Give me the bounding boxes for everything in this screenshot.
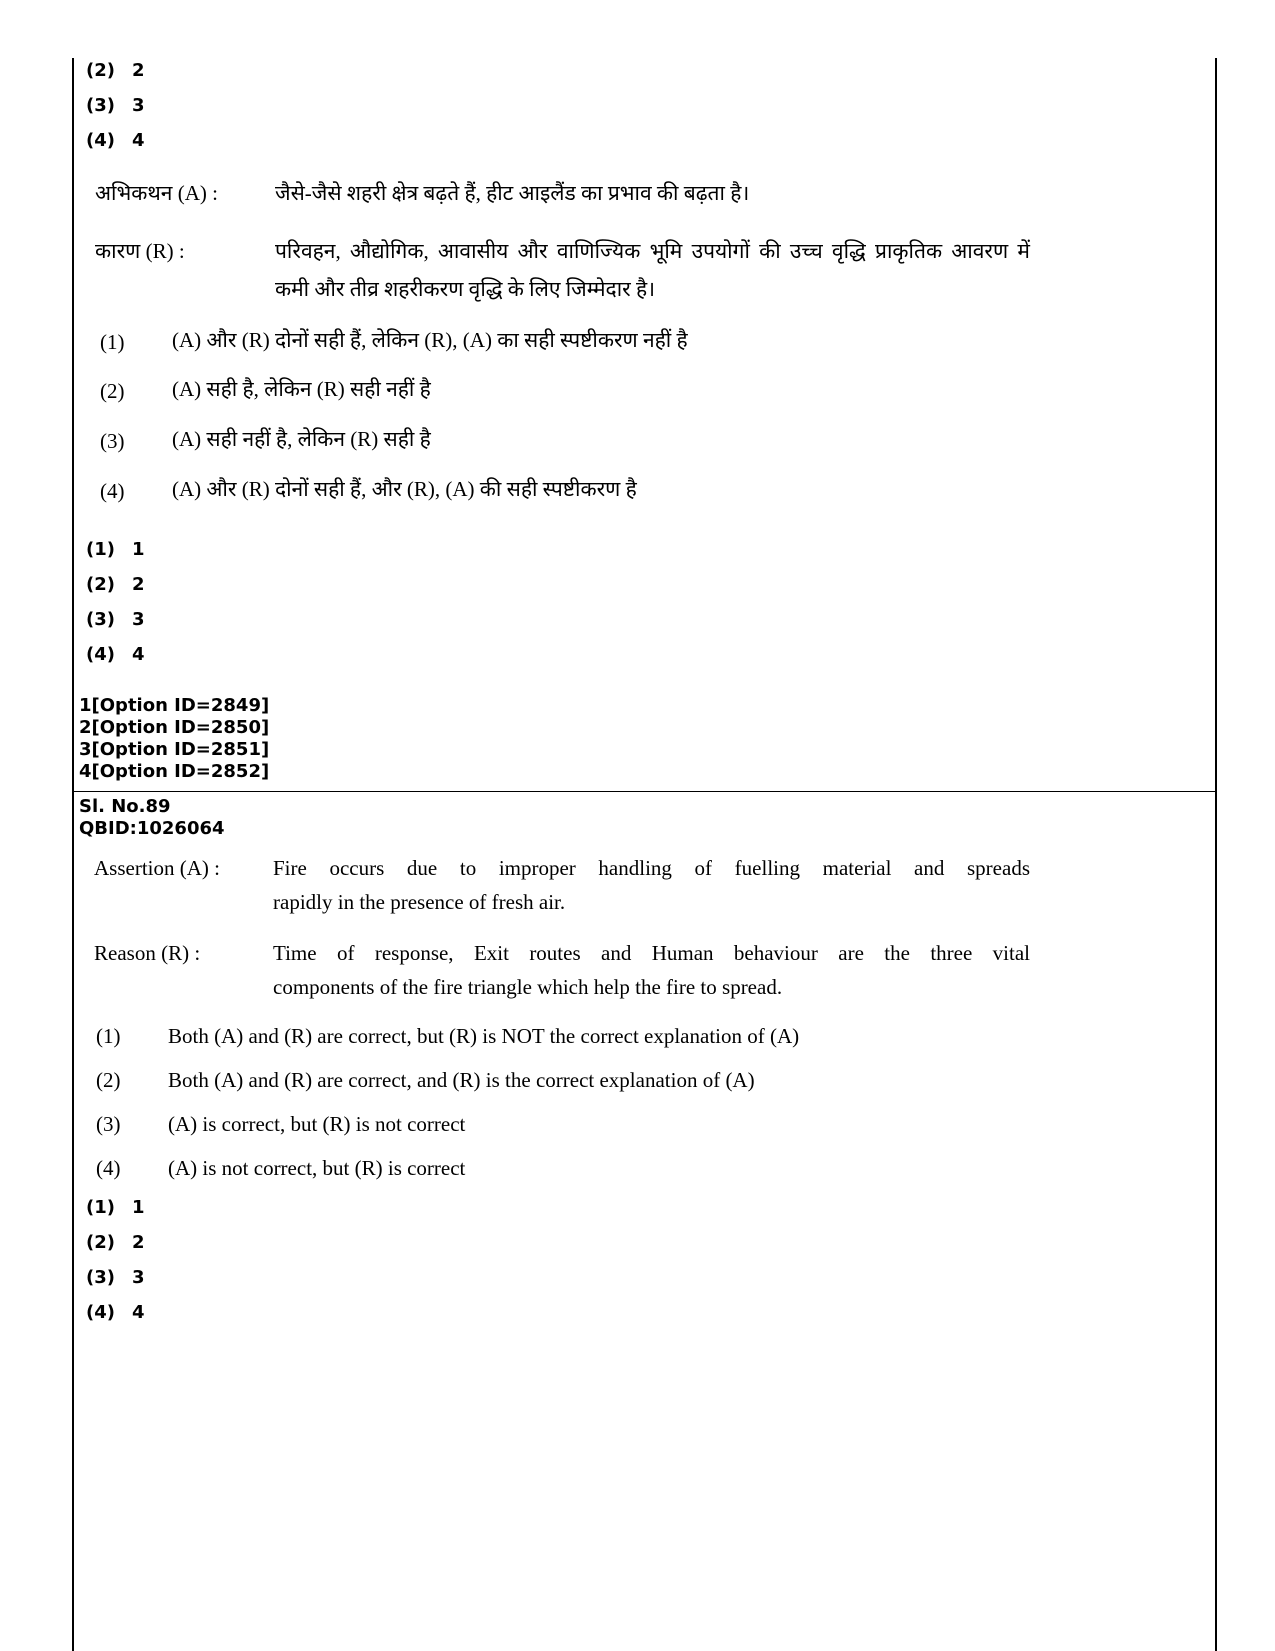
page-frame-right [1215,58,1217,1651]
mid-answer-2 [86,574,145,596]
option-number: (4) [100,479,125,503]
option-text: Both (A) and (R) are correct, and (R) is the correct explanation of (A) [168,1068,755,1092]
answer-value: 4 [132,1302,145,1323]
answer-value: 3 [132,609,145,630]
answer-number: (4) [86,644,115,665]
reason-line1: Time of response, Exit routes and Human behaviour are the three vital [273,941,1030,965]
option-id-1: 1[Option ID=2849] [79,695,270,716]
option-text: (A) सही है, लेकिन (R) सही नहीं है [172,377,431,401]
assertion-line2: rapidly in the presence of fresh air. [273,890,566,914]
mid-answer-4 [86,644,145,666]
option-number: (1) [100,330,125,354]
option-text: Both (A) and (R) are correct, but (R) is NOT the correct explanation of (A) [168,1024,800,1048]
answer-number: (1) [86,1197,115,1218]
answer-number: (3) [86,609,115,630]
page-frame-left [72,58,74,1651]
answer-value: 2 [132,574,145,595]
answer-number: (2) [86,1232,115,1253]
answer-value: 2 [132,60,145,81]
hindi-assertion-text: जैसे-जैसे शहरी क्षेत्र बढ़ते हैं, हीट आइलैंड का प्रभाव की बढ़ता है। [275,181,750,205]
answer-number: (3) [86,95,115,116]
hindi-reason-line2: कमी और तीव्र शहरीकरण वृद्धि के लिए जिम्मेदार है। [275,277,656,301]
option-text: (A) is not correct, but (R) is correct [168,1156,466,1180]
mid-answer-3 [86,609,145,631]
serial-number: Sl. No.89 [79,796,171,817]
option-number: (4) [96,1156,121,1180]
answer-number: (2) [86,60,115,81]
option-id-2: 2[Option ID=2850] [79,717,270,738]
hindi-reason-label: कारण (R) : [95,239,185,263]
assertion-line1: Fire occurs due to improper handling of fuelling material and spreads [273,856,1030,880]
option-text: (A) सही नहीं है, लेकिन (R) सही है [172,427,431,451]
answer-value: 2 [132,1232,145,1253]
answer-value: 1 [132,1197,145,1218]
option-number: (2) [100,379,125,403]
answer-value: 4 [132,644,145,665]
answer-value: 3 [132,1267,145,1288]
option-number: (2) [96,1068,121,1092]
answer-number: (1) [86,539,115,560]
option-text: (A) is correct, but (R) is not correct [168,1112,466,1136]
option-text: (A) और (R) दोनों सही हैं, और (R), (A) की सही स्पष्टीकरण है [172,477,637,501]
option-number: (1) [96,1024,121,1048]
reason-line2: components of the fire triangle which help the fire to spread. [273,975,783,999]
qbid: QBID:1026064 [79,818,225,839]
top-answer-2 [86,60,145,82]
assertion-label: Assertion (A) : [94,856,220,880]
option-id-3: 3[Option ID=2851] [79,739,270,760]
option-text: (A) और (R) दोनों सही हैं, लेकिन (R), (A) का सही स्पष्टीकरण नहीं है [172,328,688,352]
option-number: (3) [96,1112,121,1136]
answer-number: (3) [86,1267,115,1288]
answer-value: 3 [132,95,145,116]
bottom-answer-2 [86,1232,145,1254]
top-answer-3 [86,95,145,117]
answer-value: 4 [132,130,145,151]
reason-label: Reason (R) : [94,941,201,965]
option-number: (3) [100,429,125,453]
answer-number: (4) [86,130,115,151]
bottom-answer-3 [86,1267,145,1289]
hindi-reason-line1: परिवहन, औद्योगिक, आवासीय और वाणिज्यिक भूमि उपयोगों की उच्च वृद्धि प्राकृतिक आवरण में [275,239,1030,263]
bottom-answer-1 [86,1197,145,1219]
answer-number: (4) [86,1302,115,1323]
hindi-assertion-label: अभिकथन (A) : [95,181,218,205]
mid-answer-1 [86,539,145,561]
top-answer-4 [86,130,145,152]
option-id-4: 4[Option ID=2852] [79,761,270,782]
bottom-answer-4 [86,1302,145,1324]
question-divider [72,791,1217,792]
answer-number: (2) [86,574,115,595]
answer-value: 1 [132,539,145,560]
